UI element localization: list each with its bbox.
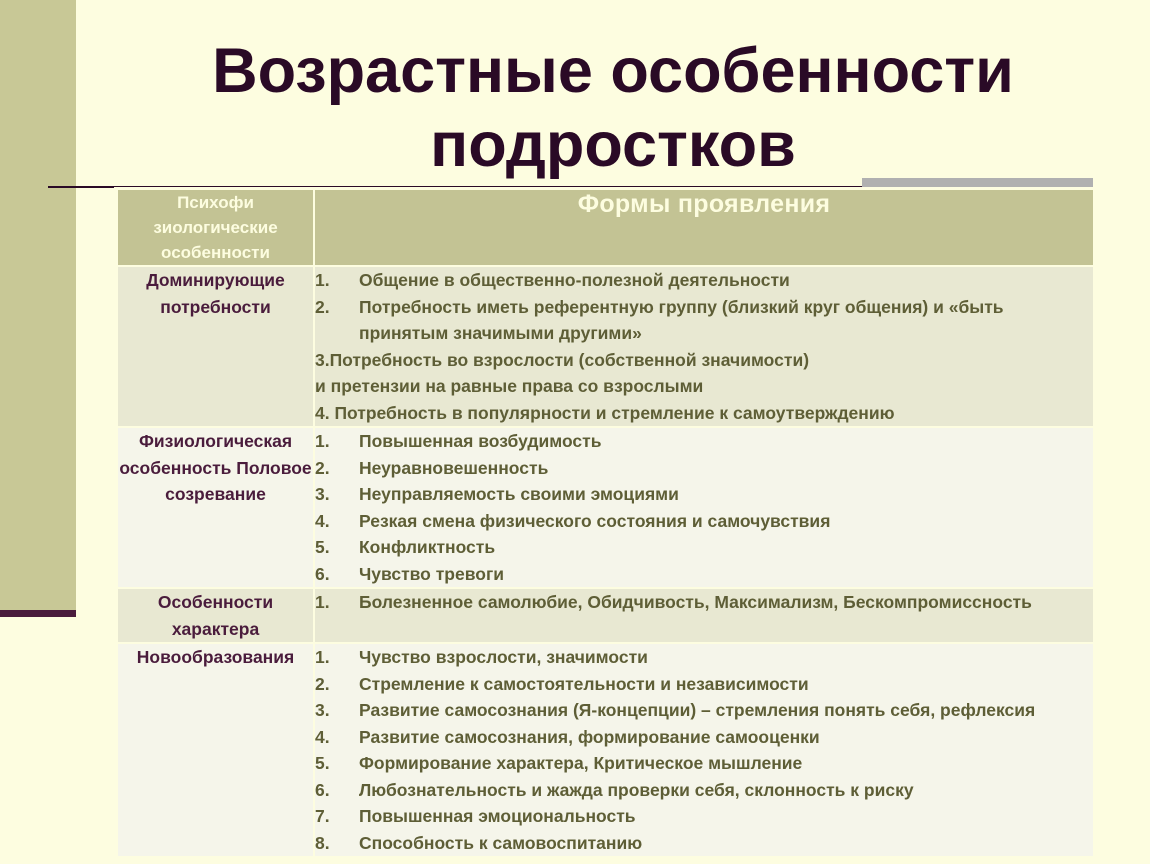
item-text: Чувство тревоги — [359, 563, 504, 584]
list-item — [315, 830, 1093, 857]
item-text: Любознательность и жажда проверки себя, склонность к риску — [359, 779, 914, 800]
header-forms: Формы проявления — [314, 189, 1094, 266]
item-number: 2. — [315, 296, 330, 317]
table-header-row — [117, 189, 1094, 266]
item-text: Резкая смена физического состояния и самочувствия — [359, 510, 831, 531]
item-number: 3. — [315, 700, 330, 720]
table-row-neoformations — [117, 643, 1094, 857]
item-number: 1. — [315, 592, 330, 612]
item-number: 2. — [315, 457, 330, 478]
item-number: 6. — [315, 563, 330, 584]
list-item — [315, 481, 1093, 508]
item-text: Болезненное самолюбие, Обидчивость, Максимализм, Бескомпромиссность — [359, 592, 1032, 612]
title-line-2: подростков — [430, 110, 796, 180]
list-item — [315, 455, 1093, 482]
title-rule-right — [862, 178, 1093, 187]
item-number: 5. — [315, 537, 330, 557]
item-number: 1. — [315, 431, 330, 451]
category-cell: Новообразования — [117, 643, 314, 857]
list-item — [315, 561, 1093, 588]
items-cell — [314, 427, 1094, 588]
category-cell: Физиологическая особенность Половое созревание — [117, 427, 314, 588]
item-number: 4. — [315, 510, 330, 531]
item-number: 4. — [315, 726, 330, 747]
item-text: Общение в общественно-полезной деятельности — [359, 270, 790, 290]
title-rule-middle — [114, 186, 862, 187]
category-cell: Доминирующие потребности — [117, 266, 314, 427]
title-rule-left — [48, 186, 114, 188]
list-item — [315, 428, 1093, 455]
list-item — [315, 750, 1093, 777]
table-row-needs — [117, 266, 1094, 427]
header-psychophysiological: Психофи зиологические особенности — [117, 189, 314, 266]
item-text: Формирование характера, Критическое мышление — [359, 753, 803, 773]
list-item — [315, 671, 1093, 698]
left-decor-bar — [0, 0, 76, 610]
list-item — [315, 644, 1093, 671]
items-cell — [314, 643, 1094, 857]
item-number: 6. — [315, 779, 330, 800]
item-text: Повышенная эмоциональность — [359, 806, 636, 826]
category-cell: Особенности характера — [117, 588, 314, 643]
plain-line: 3.Потребность во взрослости (собственной значимости) — [315, 349, 810, 370]
item-text: Способность к самовоспитанию — [359, 832, 643, 853]
items-cell — [314, 266, 1094, 427]
items-cell — [314, 588, 1094, 643]
features-table — [116, 188, 1095, 858]
list-item — [315, 777, 1093, 804]
item-text: Развитие самосознания, формирование самооценки — [359, 726, 820, 747]
list-item — [315, 508, 1093, 535]
item-number: 5. — [315, 753, 330, 773]
list-item — [315, 294, 1093, 347]
list-item — [315, 534, 1093, 561]
item-number: 7. — [315, 806, 330, 826]
item-text: Неуравновешенность — [359, 457, 549, 478]
title-line-1: Возрастные особенности — [212, 36, 1014, 106]
plain-line: и претензии на равные права со взрослыми — [315, 376, 704, 396]
list-item — [315, 697, 1093, 724]
item-text: Чувство взрослости, значимости — [359, 647, 648, 667]
list-item — [315, 589, 1093, 616]
table-row-physiology — [117, 427, 1094, 588]
left-decor-line — [0, 610, 76, 617]
table-row-character — [117, 588, 1094, 643]
item-number: 2. — [315, 673, 330, 694]
item-number: 3. — [315, 484, 330, 504]
list-item — [315, 267, 1093, 294]
item-number: 8. — [315, 832, 330, 853]
plain-line: 4. Потребность в популярности и стремление к самоутверждению — [315, 402, 895, 423]
item-number: 1. — [315, 270, 330, 290]
page-title — [76, 34, 1150, 182]
list-item — [315, 803, 1093, 830]
item-text: Стремление к самостоятельности и независимости — [359, 673, 809, 694]
item-text: Повышенная возбудимость — [359, 431, 602, 451]
item-text: Развитие самосознания (Я-концепции) – стремления понять себя, рефлексия — [359, 700, 1036, 720]
item-text: Конфликтность — [359, 537, 496, 557]
item-text: Неуправляемость своими эмоциями — [359, 484, 679, 504]
item-text: Потребность иметь референтную группу (близкий круг общения) и «быть принятым значимыми другими» — [359, 296, 1004, 343]
item-number: 1. — [315, 647, 330, 667]
list-item — [315, 724, 1093, 751]
